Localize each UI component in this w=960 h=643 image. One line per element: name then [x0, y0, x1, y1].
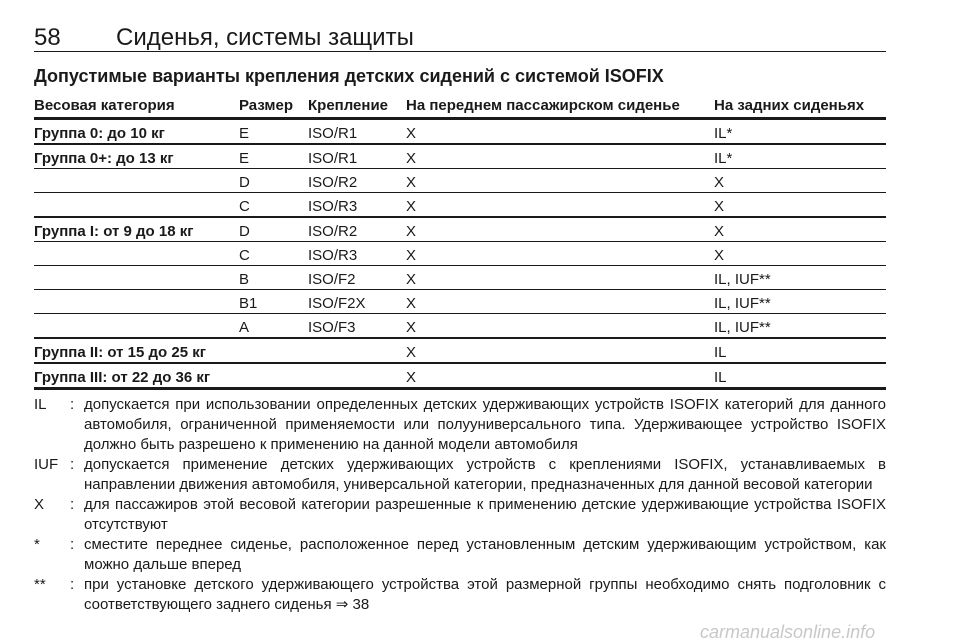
header-mount: Крепление [308, 97, 389, 114]
page-header [34, 18, 886, 52]
table-row [34, 169, 886, 193]
header-weight: Весовая категория [34, 97, 175, 114]
legend-item [34, 395, 886, 455]
cell-rear: IL, IUF** [714, 271, 771, 288]
header-rule [34, 51, 886, 52]
legend-colon: : [70, 456, 75, 473]
table-row [34, 217, 886, 242]
header-front: На переднем пассажирском сиденье [406, 97, 680, 114]
cell-rear: X [714, 198, 725, 215]
cell-size: A [239, 319, 250, 336]
cell-mount: ISO/R3 [308, 198, 358, 215]
cell-mount: ISO/R2 [308, 223, 358, 240]
cell-front: X [406, 369, 417, 386]
page-title: Сиденья, системы защиты [116, 24, 414, 51]
legend-text: сместите переднее сиденье, расположенное перед установленным детским удерживающим устройством, как можно дальше вперед [84, 536, 886, 573]
cell-front: X [406, 319, 417, 336]
cell-size: D [239, 223, 250, 240]
cell-rear: X [714, 174, 725, 191]
cell-size: E [239, 150, 250, 167]
cell-weight: Группа II: от 15 до 25 кг [34, 344, 206, 361]
legend-text: допускается применение детских удерживающих устройств с креплениями ISOFIX, устанавливаемых в направлении движения автомобиля, универсальной категории, предназначенных для данной весовой категории [84, 456, 886, 493]
cell-mount: ISO/F2X [308, 295, 366, 312]
table-row [34, 144, 886, 169]
legend [34, 395, 886, 615]
cell-weight: Группа 0+: до 13 кг [34, 150, 174, 167]
cell-mount: ISO/F3 [308, 319, 356, 336]
legend-key: IUF [34, 456, 59, 473]
table-row [34, 120, 886, 144]
legend-key: ** [34, 576, 46, 593]
legend-colon: : [70, 536, 75, 553]
legend-item [34, 575, 886, 615]
table-row [34, 314, 886, 338]
cell-rear: IL [714, 369, 727, 386]
cell-rear: IL* [714, 150, 733, 167]
table-row [34, 266, 886, 290]
cell-size: D [239, 174, 250, 191]
cell-mount: ISO/F2 [308, 271, 356, 288]
table-row [34, 363, 886, 390]
header-size: Размер [239, 97, 294, 114]
cell-front: X [406, 223, 417, 240]
legend-item [34, 535, 886, 575]
cell-mount: ISO/R1 [308, 125, 358, 142]
cell-size: E [239, 125, 250, 142]
legend-item [34, 495, 886, 535]
legend-text: при установке детского удерживающего устройства этой размерной группы необходимо снять подголовник с соответствующего заднего сиденья ⇒ 38 [84, 576, 886, 613]
cell-front: X [406, 174, 417, 191]
table-row [34, 193, 886, 217]
cell-weight: Группа I: от 9 до 18 кг [34, 223, 194, 240]
legend-item [34, 455, 886, 495]
cell-front: X [406, 344, 417, 361]
cell-mount: ISO/R1 [308, 150, 358, 167]
cell-front: X [406, 247, 417, 264]
table-row [34, 242, 886, 266]
cell-rear: IL, IUF** [714, 319, 771, 336]
table-body [34, 120, 886, 390]
cell-weight: Группа III: от 22 до 36 кг [34, 369, 211, 386]
legend-colon: : [70, 396, 75, 413]
watermark: carmanualsonline.info [700, 622, 876, 642]
cell-front: X [406, 150, 417, 167]
cell-rear: IL, IUF** [714, 295, 771, 312]
cell-rear: IL [714, 344, 727, 361]
legend-key: X [34, 496, 45, 513]
cell-rear: IL* [714, 125, 733, 142]
cell-size: B [239, 271, 250, 288]
cell-front: X [406, 295, 417, 312]
cell-size: C [239, 247, 250, 264]
isofix-table [34, 93, 886, 390]
page-number: 58 [34, 24, 61, 51]
cell-front: X [406, 198, 417, 215]
table-header [34, 93, 886, 120]
legend-key: IL [34, 396, 47, 413]
cell-front: X [406, 271, 417, 288]
cell-mount: ISO/R3 [308, 247, 358, 264]
cell-size: C [239, 198, 250, 215]
table-row [34, 338, 886, 363]
cell-size: B1 [239, 295, 258, 312]
legend-colon: : [70, 576, 75, 593]
legend-text: допускается при использовании определенных детских удерживающих устройств ISOFIX категорий для данного автомобиля, ограниченной применяемости или полууниверсального типа. Удерживающее устройство ISOFIX должно быть разрешено к применению на данной модели автомобиля [84, 396, 886, 453]
legend-text: для пассажиров этой весовой категории разрешенные к применению детские удерживающие устройства ISOFIX отсутствуют [84, 496, 886, 533]
table-row [34, 290, 886, 314]
legend-colon: : [70, 496, 75, 513]
legend-key: * [34, 536, 40, 553]
cell-weight: Группа 0: до 10 кг [34, 125, 165, 142]
section-title: Допустимые варианты крепления детских сидений с системой ISOFIX [34, 66, 664, 86]
cell-front: X [406, 125, 417, 142]
cell-mount: ISO/R2 [308, 174, 358, 191]
cell-rear: X [714, 247, 725, 264]
header-rear: На задних сиденьях [714, 97, 865, 114]
cell-rear: X [714, 223, 725, 240]
